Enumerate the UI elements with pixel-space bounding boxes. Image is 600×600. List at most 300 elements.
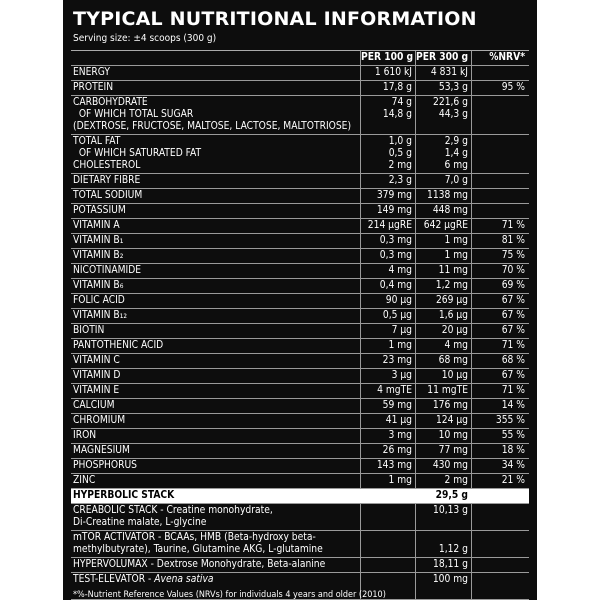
nrv-value <box>472 250 528 262</box>
header-cell: PER 300 g <box>416 52 469 63</box>
per-100g-value-line <box>361 505 412 517</box>
table-row <box>71 369 529 384</box>
per-300g-value <box>416 235 472 247</box>
nrv-value <box>472 340 528 352</box>
column-divider <box>360 474 361 488</box>
per-100g-value <box>361 250 415 262</box>
row-label <box>71 574 361 586</box>
nrv-value <box>472 136 528 172</box>
per-300g-value <box>416 325 472 337</box>
per-100g-value-line: 1 mg <box>388 340 412 351</box>
per-100g-value-line: 1,0 g <box>388 136 412 147</box>
nrv-value-line <box>472 190 525 202</box>
row-label-line: mTOR ACTIVATOR - BCAAs, HMB (Beta-hydroxy beta- <box>73 532 316 543</box>
row-label <box>71 67 361 79</box>
nrv-value-line <box>472 559 525 571</box>
table-row <box>71 96 529 135</box>
row-label <box>71 559 361 571</box>
per-100g-value-line: 0,5 µg <box>382 310 412 321</box>
per-300g-value <box>416 430 472 442</box>
column-divider <box>415 81 416 95</box>
column-divider <box>360 294 361 308</box>
column-divider <box>415 234 416 248</box>
table-row <box>71 174 529 189</box>
column-divider <box>415 558 416 572</box>
per-100g-value <box>361 430 415 442</box>
per-100g-value <box>361 235 415 247</box>
header-cell: %NRV* <box>489 52 525 63</box>
per-100g-value-line: 214 µgRE <box>367 220 412 231</box>
row-label <box>71 505 361 529</box>
column-divider <box>415 279 416 293</box>
per-100g-value <box>361 67 415 79</box>
table-row <box>71 429 529 444</box>
per-300g-value <box>416 82 472 94</box>
per-300g-value-line: 11 mg <box>438 265 468 276</box>
per-100g-value-line: 1 610 kJ <box>374 67 412 78</box>
per-300g-value <box>416 445 472 457</box>
per-300g-value-line <box>416 121 468 133</box>
table-row <box>71 414 529 429</box>
per-300g-value <box>416 205 472 217</box>
row-label-line: VITAMIN B₂ <box>73 250 124 261</box>
column-divider <box>415 459 416 473</box>
nrv-value-line: 67 % <box>501 310 525 321</box>
table-row <box>71 459 529 474</box>
column-divider <box>360 489 361 503</box>
per-100g-value-line: 4 mg <box>388 265 412 276</box>
column-divider <box>415 369 416 383</box>
per-300g-value-line: 1138 mg <box>427 190 468 201</box>
column-divider <box>471 249 472 263</box>
row-label-line: VITAMIN B₁₂ <box>73 310 128 321</box>
table-row <box>71 204 529 219</box>
column-divider <box>471 399 472 413</box>
row-label <box>71 190 361 202</box>
nrv-value <box>472 475 528 487</box>
nrv-value <box>472 310 528 322</box>
nrv-value <box>472 82 528 94</box>
nrv-value-line <box>472 121 525 133</box>
per-300g-value <box>416 136 472 172</box>
column-divider <box>415 294 416 308</box>
row-label-line: HYPERBOLIC STACK <box>73 490 175 501</box>
row-label <box>71 370 361 382</box>
per-100g-value <box>361 532 415 556</box>
nrv-value <box>472 574 528 586</box>
per-100g-value-line: 379 mg <box>376 190 412 201</box>
row-label-line: CARBOHYDRATE <box>73 97 148 108</box>
row-label-italic: Avena sativa <box>154 574 214 585</box>
column-divider <box>415 204 416 218</box>
column-divider <box>471 309 472 323</box>
per-100g-value-line <box>361 121 412 133</box>
row-label <box>71 97 361 133</box>
page-title: TYPICAL NUTRITIONAL INFORMATION <box>73 8 477 30</box>
per-300g-value <box>416 265 472 277</box>
per-300g-value <box>416 355 472 367</box>
column-divider <box>360 309 361 323</box>
column-divider <box>471 264 472 278</box>
per-300g-value <box>416 460 472 472</box>
row-label-line: PANTOTHENIC ACID <box>73 340 164 351</box>
per-300g-value <box>416 340 472 352</box>
nrv-value-line <box>472 67 525 79</box>
row-label <box>71 136 361 172</box>
row-label <box>71 175 361 187</box>
column-divider <box>360 369 361 383</box>
nrv-value-line: 14 % <box>501 400 525 411</box>
column-divider <box>471 189 472 203</box>
row-label <box>71 235 361 247</box>
nutrition-panel <box>63 0 537 600</box>
per-300g-value <box>416 475 472 487</box>
per-300g-value <box>416 505 472 529</box>
table-row <box>71 339 529 354</box>
nrv-value-line <box>472 532 525 544</box>
column-divider <box>360 189 361 203</box>
column-divider <box>360 96 361 134</box>
row-label-text: TEST-ELEVATOR - <box>73 574 155 585</box>
per-300g-value-line: 10,13 g <box>433 505 468 516</box>
per-300g-value-line: 221,6 g <box>433 97 468 108</box>
column-divider <box>471 66 472 80</box>
per-100g-value-line: 143 mg <box>376 460 412 471</box>
per-100g-value-line <box>361 490 412 502</box>
per-300g-value-line: 4 831 kJ <box>430 67 468 78</box>
table-row <box>71 309 529 324</box>
per-100g-value-line <box>361 574 412 586</box>
per-100g-value <box>361 280 415 292</box>
nrv-value <box>472 190 528 202</box>
column-divider <box>471 294 472 308</box>
row-label-line: DIETARY FIBRE <box>73 175 141 186</box>
row-label-line: VITAMIN C <box>73 355 120 366</box>
per-100g-value <box>361 310 415 322</box>
column-divider <box>471 279 472 293</box>
column-divider <box>471 234 472 248</box>
column-divider <box>471 531 472 557</box>
column-divider <box>360 81 361 95</box>
column-divider <box>360 558 361 572</box>
table-row <box>71 504 529 531</box>
row-label <box>71 325 361 337</box>
column-divider <box>415 51 416 65</box>
table-row <box>71 324 529 339</box>
table-row <box>71 384 529 399</box>
row-label <box>71 385 361 397</box>
nrv-value <box>472 460 528 472</box>
column-divider <box>360 279 361 293</box>
column-divider <box>360 414 361 428</box>
serving-size: Serving size: ±4 scoops (300 g) <box>73 33 217 44</box>
row-label-line: OF WHICH TOTAL SUGAR <box>73 109 194 120</box>
table-row <box>71 294 529 309</box>
per-100g-value-line: 74 g <box>391 97 412 108</box>
per-300g-value-line: 68 mg <box>438 355 468 366</box>
per-300g-value-line: 2,9 g <box>444 136 468 147</box>
per-300g-value <box>416 67 472 79</box>
column-divider <box>471 96 472 134</box>
column-divider <box>471 354 472 368</box>
column-divider <box>415 219 416 233</box>
row-label-line: NICOTINAMIDE <box>73 265 142 276</box>
nrv-value <box>472 445 528 457</box>
table-row <box>71 474 529 489</box>
column-divider <box>471 474 472 488</box>
column-divider <box>360 264 361 278</box>
column-divider <box>415 249 416 263</box>
column-divider <box>360 504 361 530</box>
per-100g-value <box>361 415 415 427</box>
row-label <box>71 310 361 322</box>
table-row <box>71 249 529 264</box>
nrv-value <box>472 370 528 382</box>
column-divider <box>471 81 472 95</box>
nrv-value <box>472 175 528 187</box>
row-label-line: IRON <box>73 430 97 441</box>
table-row <box>71 399 529 414</box>
per-300g-value-line: 11 mgTE <box>427 385 468 396</box>
per-100g-value <box>361 460 415 472</box>
column-divider <box>415 264 416 278</box>
nrv-value <box>472 559 528 571</box>
column-divider <box>360 234 361 248</box>
per-300g-value <box>416 574 472 586</box>
per-100g-value-line <box>361 544 412 556</box>
column-divider <box>415 489 416 503</box>
column-divider <box>360 354 361 368</box>
column-divider <box>360 219 361 233</box>
per-300g-value <box>416 370 472 382</box>
per-100g-value <box>361 295 415 307</box>
table-row <box>71 279 529 294</box>
row-label <box>71 445 361 457</box>
column-divider <box>471 219 472 233</box>
row-label <box>71 340 361 352</box>
per-300g-value-line: 1 mg <box>444 235 468 246</box>
row-label-line: OF WHICH SATURATED FAT <box>73 148 202 159</box>
per-100g-value-line: 14,8 g <box>382 109 412 120</box>
per-300g-value-line: 53,3 g <box>438 82 468 93</box>
per-100g-value <box>361 385 415 397</box>
nrv-value <box>472 532 528 556</box>
nrv-value-line: 21 % <box>501 475 525 486</box>
per-300g-value-line: 176 mg <box>432 400 468 411</box>
nrv-value-line: 71 % <box>501 340 525 351</box>
row-label-line: VITAMIN B₆ <box>73 280 124 291</box>
nrv-value <box>472 415 528 427</box>
column-divider <box>360 459 361 473</box>
column-divider <box>415 504 416 530</box>
per-100g-value-line: 3 µg <box>391 370 412 381</box>
column-divider <box>471 444 472 458</box>
column-divider <box>471 339 472 353</box>
per-100g-value-line: 23 mg <box>382 355 412 366</box>
per-100g-value-line: 41 µg <box>385 415 412 426</box>
per-300g-value <box>416 280 472 292</box>
nrv-value-line <box>472 574 525 586</box>
per-100g-value-line: 2,3 g <box>388 175 412 186</box>
per-300g-value <box>416 400 472 412</box>
column-divider <box>360 399 361 413</box>
column-divider <box>360 204 361 218</box>
row-label-line: TOTAL FAT <box>73 136 121 147</box>
per-300g-value <box>416 190 472 202</box>
column-divider <box>471 558 472 572</box>
per-100g-value-line: 0,4 mg <box>379 280 412 291</box>
per-300g-value-line: 1,2 mg <box>435 280 468 291</box>
nrv-value <box>472 97 528 133</box>
row-label <box>71 430 361 442</box>
table-row <box>71 135 529 174</box>
stack-header-row <box>71 489 529 504</box>
header-cell: PER 100 g <box>361 52 414 63</box>
row-label <box>71 250 361 262</box>
per-100g-value-line: 149 mg <box>376 205 412 216</box>
column-divider <box>415 429 416 443</box>
table-row <box>71 531 529 558</box>
row-label-line: CALCIUM <box>73 400 115 411</box>
nrv-value-line <box>472 97 525 109</box>
nrv-value <box>472 235 528 247</box>
row-label <box>71 400 361 412</box>
per-300g-value-line: 1,12 g <box>438 544 468 555</box>
per-100g-value-line: 7 µg <box>391 325 412 336</box>
table-row <box>71 219 529 234</box>
per-300g-value <box>416 97 472 133</box>
column-divider <box>471 459 472 473</box>
row-label-line: VITAMIN D <box>73 370 121 381</box>
per-100g-value <box>361 220 415 232</box>
per-300g-value <box>416 220 472 232</box>
column-divider <box>415 66 416 80</box>
column-divider <box>415 324 416 338</box>
per-100g-value <box>361 97 415 133</box>
row-label <box>71 475 361 487</box>
nrv-value-line: 67 % <box>501 325 525 336</box>
row-label-line: CREABOLIC STACK - Creatine monohydrate, <box>73 505 273 516</box>
nrv-value <box>472 430 528 442</box>
row-label-line: PHOSPHORUS <box>73 460 137 471</box>
column-divider <box>471 384 472 398</box>
nrv-value <box>472 400 528 412</box>
nrv-value-line: 355 % <box>495 415 525 426</box>
column-divider <box>415 444 416 458</box>
per-100g-value <box>361 340 415 352</box>
row-label-line: PROTEIN <box>73 82 114 93</box>
nutrition-table <box>71 50 529 600</box>
column-divider <box>415 573 416 599</box>
nrv-value-line <box>472 544 525 556</box>
per-100g-value <box>361 82 415 94</box>
row-label-line: CHOLESTEROL <box>73 160 141 171</box>
per-300g-value-line: 4 mg <box>444 340 468 351</box>
row-label <box>71 355 361 367</box>
nrv-value <box>472 220 528 232</box>
per-300g-value-line: 20 µg <box>441 325 468 336</box>
column-divider <box>471 135 472 173</box>
column-divider <box>360 324 361 338</box>
nrv-value-line: 67 % <box>501 295 525 306</box>
row-label-line: (DEXTROSE, FRUCTOSE, MALTOSE, LACTOSE, MALTOTRIOSE) <box>73 121 352 132</box>
per-300g-value-line: 430 mg <box>432 460 468 471</box>
row-label <box>71 280 361 292</box>
per-100g-value-line: 0,3 mg <box>379 250 412 261</box>
nrv-value-line: 70 % <box>501 265 525 276</box>
nrv-value <box>472 265 528 277</box>
column-divider <box>360 444 361 458</box>
column-divider <box>471 204 472 218</box>
row-label-line: Di-Creatine malate, L-glycine <box>73 517 207 528</box>
nrv-value-line: 71 % <box>501 385 525 396</box>
nrv-value <box>472 355 528 367</box>
nrv-value-line <box>472 205 525 217</box>
table-row <box>71 558 529 573</box>
per-100g-value-line: 90 µg <box>385 295 412 306</box>
nrv-value <box>472 385 528 397</box>
column-divider <box>415 174 416 188</box>
per-300g-value-line: 1,4 g <box>444 148 468 159</box>
row-label-line: BIOTIN <box>73 325 105 336</box>
per-300g-value-line: 18,11 g <box>433 559 468 570</box>
column-divider <box>360 339 361 353</box>
per-100g-value <box>361 559 415 571</box>
nrv-value <box>472 295 528 307</box>
row-label-line: POTASSIUM <box>73 205 126 216</box>
per-300g-value-line: 77 mg <box>438 445 468 456</box>
per-100g-value-line: 4 mgTE <box>377 385 412 396</box>
nrv-value-line: 75 % <box>501 250 525 261</box>
column-divider <box>360 66 361 80</box>
per-300g-value-line: 29,5 g <box>435 490 468 501</box>
row-label <box>71 532 361 556</box>
per-300g-value <box>416 415 472 427</box>
per-300g-value <box>416 175 472 187</box>
per-100g-value <box>361 574 415 586</box>
row-label-line: VITAMIN B₁ <box>73 235 124 246</box>
per-300g-value-line: 269 µg <box>435 295 468 306</box>
nrv-value-line <box>472 490 525 502</box>
column-divider <box>415 135 416 173</box>
per-300g-value-line: 642 µgRE <box>423 220 468 231</box>
nrv-value-line: 18 % <box>501 445 525 456</box>
per-100g-value <box>361 370 415 382</box>
per-100g-value-line: 3 mg <box>388 430 412 441</box>
per-100g-value <box>361 190 415 202</box>
column-divider <box>471 174 472 188</box>
row-label-line: ZINC <box>73 475 96 486</box>
column-divider <box>471 429 472 443</box>
per-100g-value-line: 26 mg <box>382 445 412 456</box>
nrv-value-line <box>472 148 525 160</box>
column-divider <box>415 354 416 368</box>
row-label <box>71 220 361 232</box>
table-row <box>71 264 529 279</box>
nrv-value-line: 81 % <box>501 235 525 246</box>
nrv-value <box>472 505 528 529</box>
column-divider <box>415 96 416 134</box>
per-100g-value <box>361 325 415 337</box>
column-divider <box>471 573 472 599</box>
column-divider <box>360 135 361 173</box>
per-300g-value-line: 1 mg <box>444 250 468 261</box>
table-row <box>71 444 529 459</box>
per-300g-value-line: 124 µg <box>435 415 468 426</box>
per-300g-value-line: 1,6 µg <box>438 310 468 321</box>
nrv-value-line: 69 % <box>501 280 525 291</box>
per-300g-value-line <box>416 517 468 529</box>
